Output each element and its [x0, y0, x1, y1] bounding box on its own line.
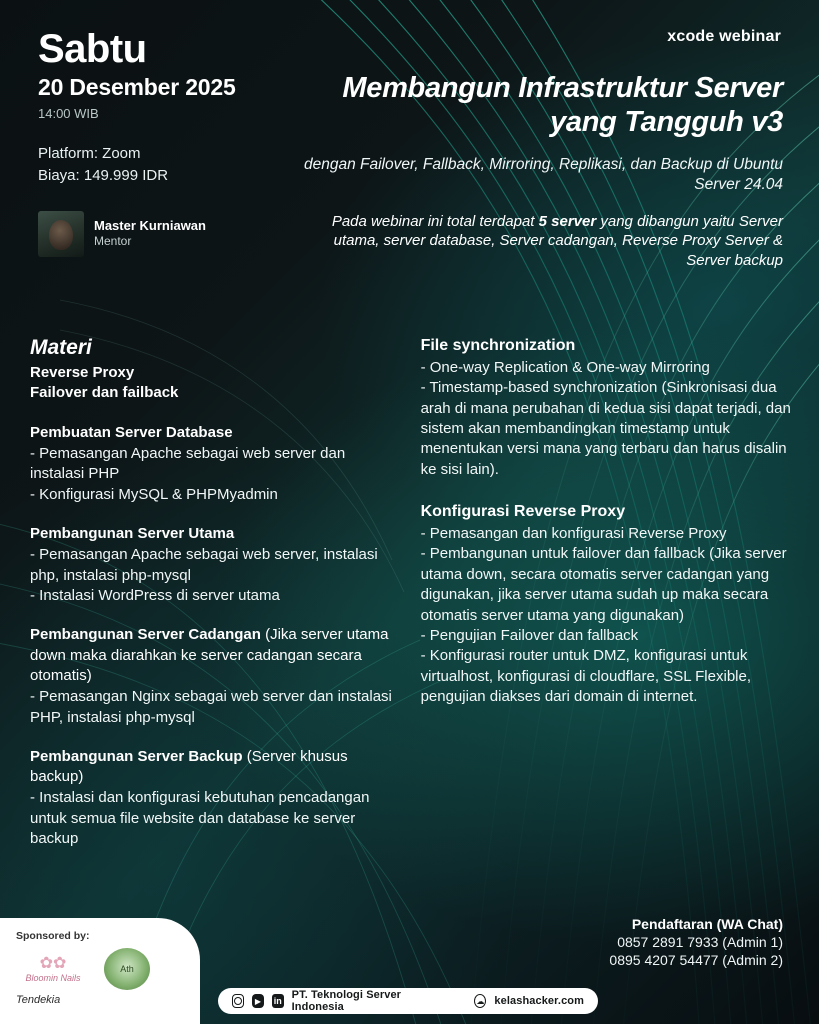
- section-body: [30, 444, 397, 505]
- section-body-line: - Pemasangan Nginx sebagai web server dan instalasi PHP, instalasi php-mysql: [30, 688, 392, 726]
- section-body: [30, 788, 397, 849]
- materi-column: [30, 336, 397, 850]
- sponsor-logo-1-label: Bloomin Nails: [25, 972, 81, 983]
- blurb-pre: Pada webinar ini total terdapat: [331, 212, 539, 230]
- section-body: [30, 545, 397, 606]
- materi-intro-0: Reverse Proxy: [30, 364, 135, 382]
- section-heading: [30, 625, 397, 686]
- section-body: [30, 687, 397, 728]
- section-body-line: - One-way Replication & One-way Mirroring: [420, 358, 710, 376]
- event-info-block: [38, 28, 318, 257]
- blurb-bold: 5 server: [538, 212, 597, 230]
- footer-bar: [218, 988, 598, 1014]
- section-heading: Konfigurasi Reverse Proxy: [420, 503, 626, 521]
- section-heading-normal: (Server khusus backup): [30, 747, 348, 786]
- section-body-line: - Pemasangan Apache sebagai web server, instalasi php, instalasi php-mysql: [30, 546, 378, 584]
- materi-heading: Materi: [30, 336, 92, 359]
- event-date: 20 Desember 2025: [38, 74, 236, 100]
- page-subtitle: dengan Failover, Fallback, Mirroring, Replikasi, dan Backup di Ubuntu Server 24.04: [303, 156, 783, 194]
- youtube-icon[interactable]: ▶: [252, 994, 264, 1008]
- section-body-line: - Pemasangan dan konfigurasi Reverse Proxy: [420, 524, 727, 542]
- section-heading: File synchronization: [420, 337, 576, 354]
- section-heading: [30, 423, 397, 443]
- registration-block: [609, 916, 783, 968]
- section-heading-normal: (Jika server utama down maka diarahkan ke server cadangan secara otomatis): [30, 626, 389, 684]
- globe-icon[interactable]: ☁: [474, 994, 486, 1008]
- section-reverse-proxy: [421, 502, 791, 707]
- section-heading: [30, 524, 397, 544]
- section-heading-bold: Pembangunan Server Backup: [30, 747, 243, 765]
- sponsor-logo-3-label: Tendekia: [16, 994, 61, 1006]
- registration-phone-1[interactable]: 0857 2891 7933 (Admin 1): [617, 934, 783, 950]
- sponsor-logo-green: [104, 948, 150, 990]
- registration-phone-2[interactable]: 0895 4207 54477 (Admin 2): [609, 952, 783, 968]
- section-body-line: - Pengujian Failover dan fallback: [420, 626, 639, 644]
- section-body-line: - Timestamp-based synchronization (Sinkronisasi dua arah di mana perubahan di kedua sisi dapat terjadi, dan sistem akan membandingkan timestamp untuk menentukan versi mana yang terbaru dan harus disalin ke sisi lain).: [420, 379, 791, 478]
- sponsor-block: [0, 918, 200, 1024]
- materi-section-server-utama: [30, 524, 397, 606]
- avatar: [38, 211, 84, 257]
- section-body-line: - Instalasi dan konfigurasi kebutuhan pencadangan untuk semua file website dan database ke server backup: [30, 789, 370, 848]
- section-body: [421, 524, 791, 708]
- brand-label: xcode webinar: [667, 28, 781, 45]
- page-blurb: [303, 212, 783, 271]
- right-column: [421, 336, 791, 850]
- materi-section-server-backup: [30, 747, 397, 850]
- event-day: Sabtu: [38, 27, 147, 71]
- section-heading-bold: Pembangunan Server Utama: [30, 525, 235, 543]
- registration-heading: Pendaftaran (WA Chat): [631, 916, 783, 932]
- sponsor-logo-2-label: Ath: [120, 964, 134, 974]
- section-body-line: - Konfigurasi MySQL & PHPMyadmin: [30, 485, 278, 503]
- mentor-block: [38, 211, 318, 257]
- blurb-post: yang dibangun yaitu Server utama, server database, Server cadangan, Reverse Proxy Server & Server backup: [333, 212, 783, 270]
- section-body-line: - Konfigurasi router untuk DMZ, konfigurasi untuk virtualhost, konfigurasi di cloudflare, SSL Flexible, pengujian diakses dari domain di internet.: [420, 647, 752, 706]
- section-body-line: - Pemasangan Apache sebagai web server dan instalasi PHP: [30, 444, 346, 483]
- footer-company: PT. Teknologi Server Indonesia: [291, 989, 402, 1013]
- section-heading-bold: Pembangunan Server Cadangan: [30, 626, 261, 644]
- sponsor-logo-bloomin-nails: [16, 956, 90, 983]
- flower-icon: ✿✿: [39, 954, 67, 972]
- event-price: Biaya: 149.999 IDR: [38, 166, 169, 184]
- materi-intro-1: Failover dan failback: [30, 384, 179, 402]
- page-title: Membangun Infrastruktur Server yang Tangguh v3: [342, 72, 783, 138]
- instagram-icon[interactable]: [232, 994, 244, 1008]
- event-time: 14:00 WIB: [38, 106, 99, 121]
- content-columns: [0, 336, 819, 850]
- section-body-line: - Pembangunan untuk failover dan fallback (Jika server utama down, secara otomatis server cadangan yang digunakan, jika server utama sudah up maka secara otomatis server utama yang digunakan): [420, 545, 787, 624]
- section-heading-bold: Pembuatan Server Database: [30, 423, 233, 441]
- title-block: [303, 72, 783, 271]
- event-platform: Platform: Zoom: [38, 145, 141, 162]
- section-heading: [30, 747, 397, 788]
- section-body: [421, 358, 791, 480]
- sponsor-logos: [16, 948, 190, 990]
- section-body-line: - Instalasi WordPress di server utama: [30, 587, 280, 605]
- mentor-name: Master Kurniawan: [94, 217, 206, 233]
- footer-website[interactable]: kelashacker.com: [494, 995, 584, 1007]
- linkedin-icon[interactable]: in: [273, 996, 282, 1006]
- sponsor-label: Sponsored by:: [16, 930, 90, 942]
- mentor-role: Mentor: [94, 233, 132, 248]
- section-file-synchronization: [421, 336, 791, 480]
- materi-section-server-cadangan: [30, 625, 397, 728]
- materi-section-database: [30, 423, 397, 505]
